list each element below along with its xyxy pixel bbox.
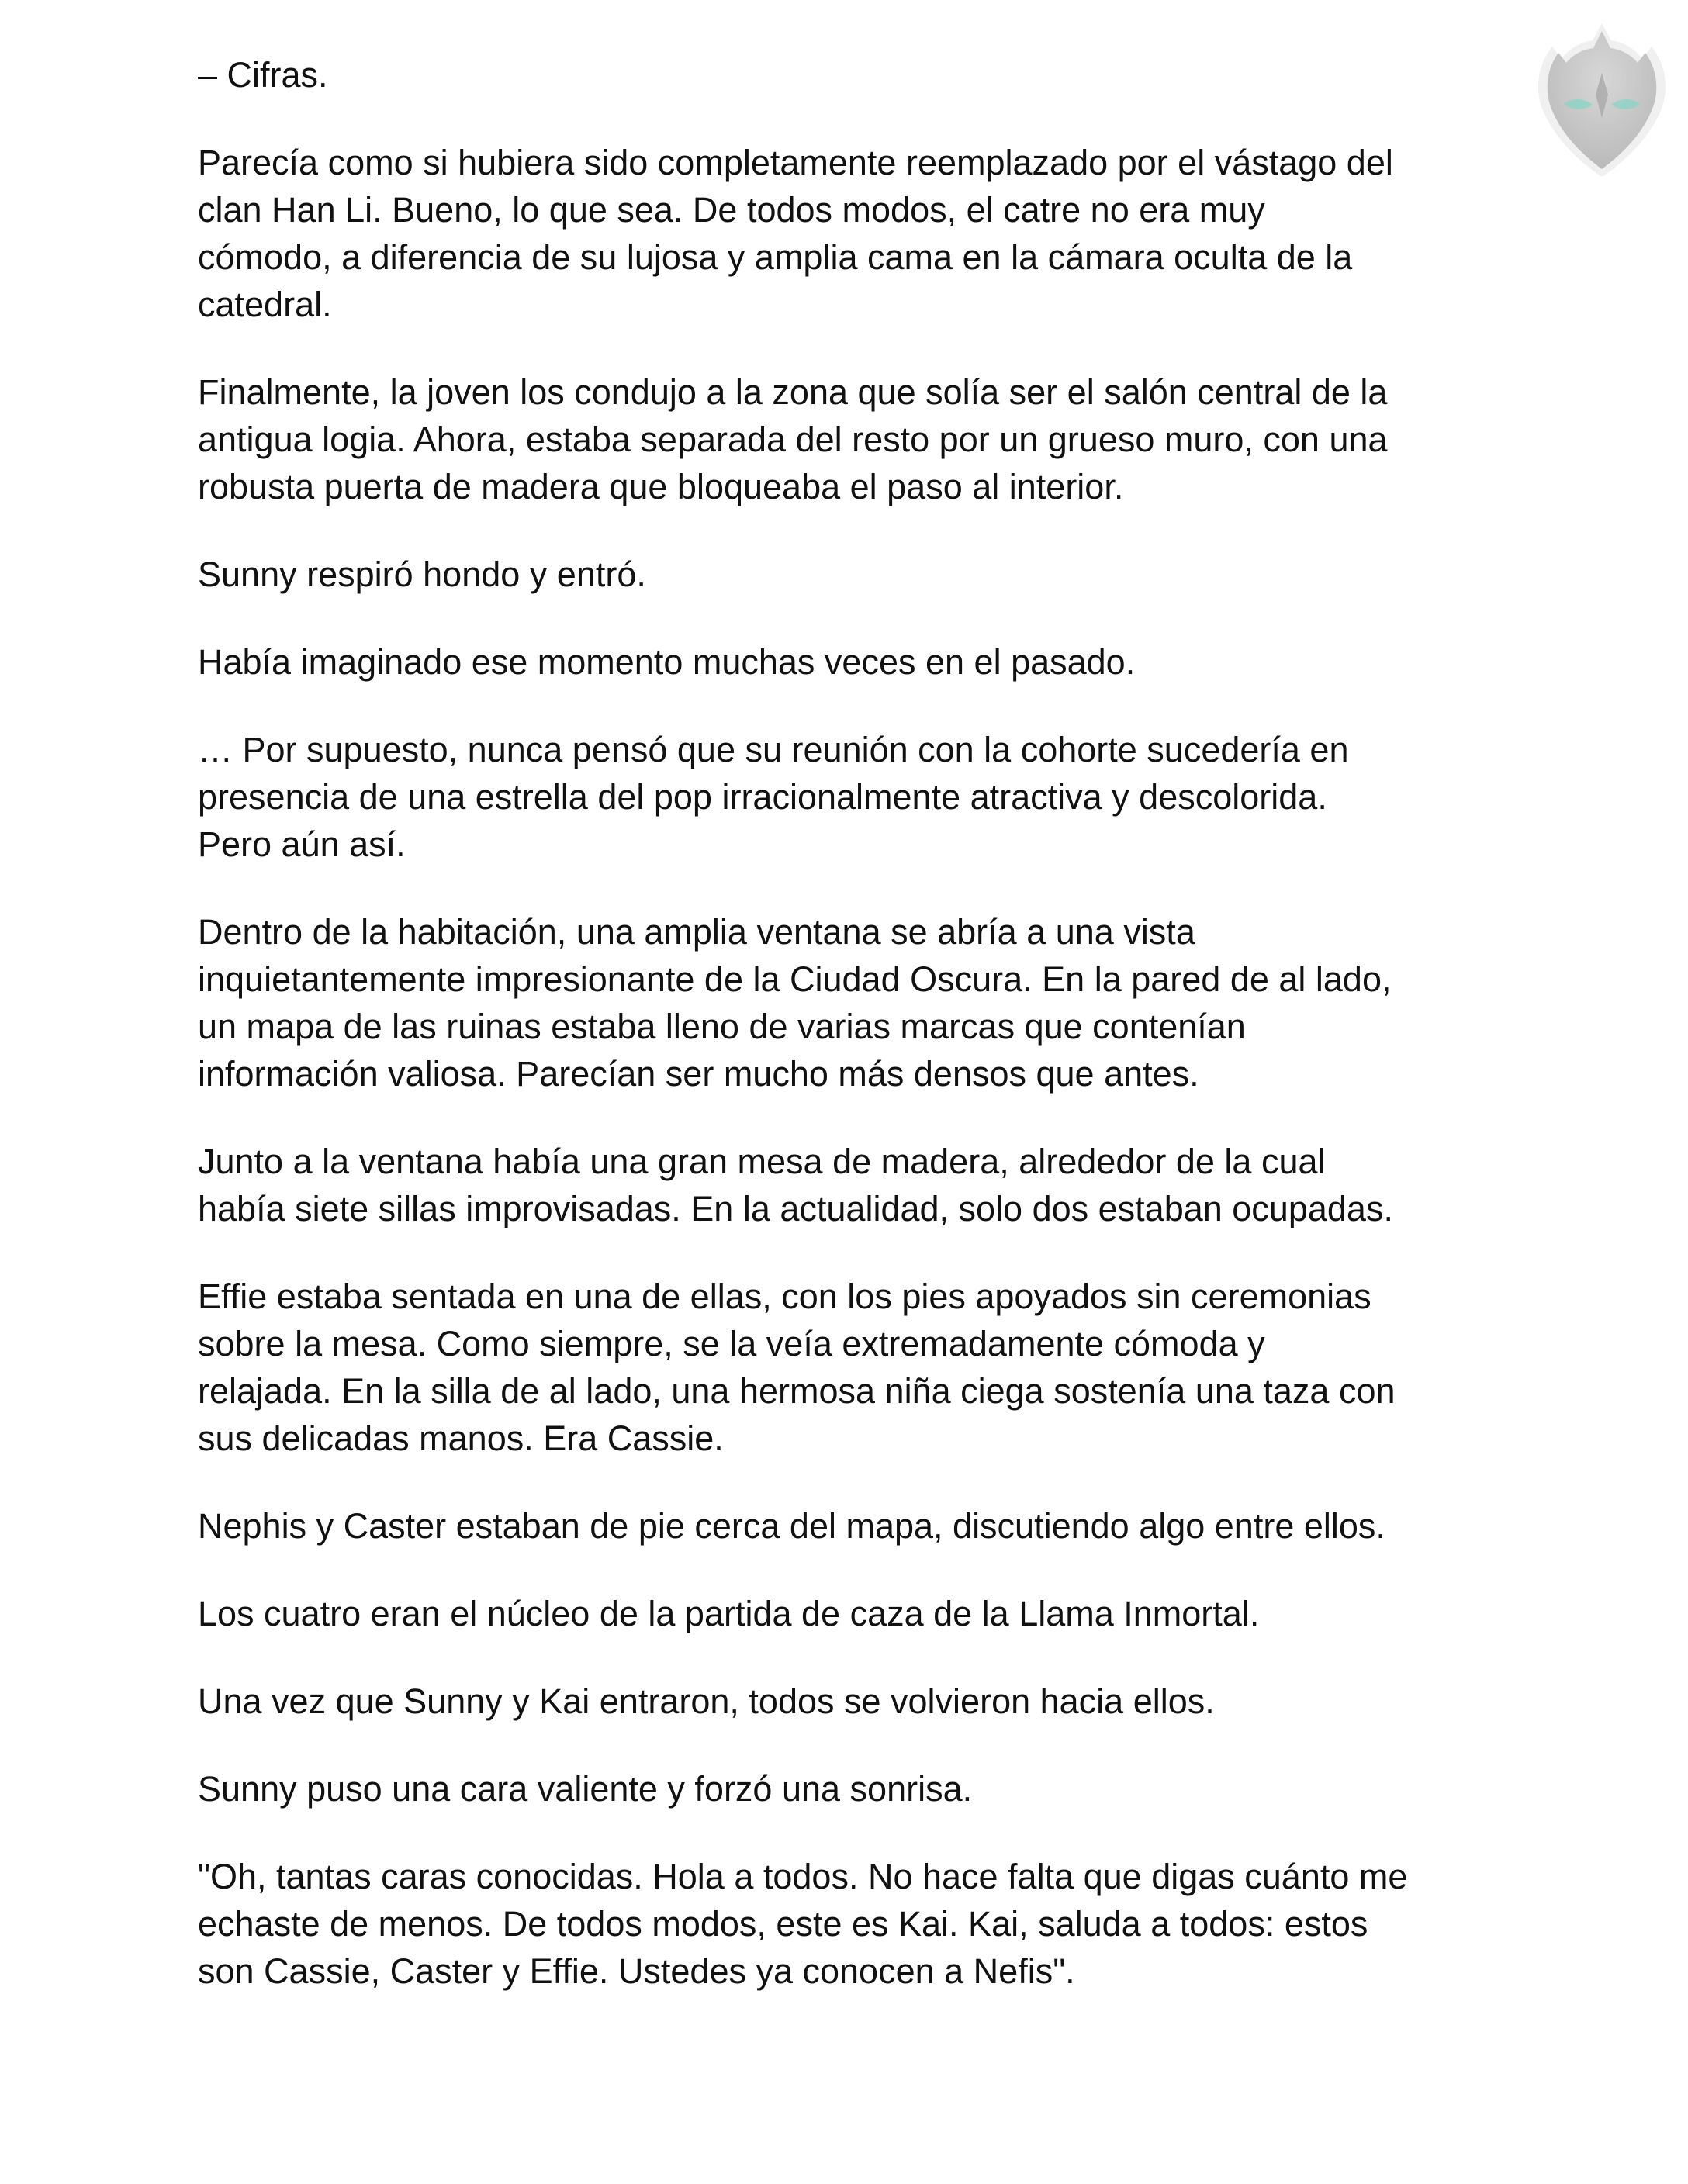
paragraph-9: Effie estaba sentada en una de ellas, con los pies apoyados sin ceremonias sobre la mesa. Como siempre, se la veía extremadamente cómoda y relajada. En la silla de al lado, una hermosa niña ciega sostenía una taza con sus delicadas manos. Era Cassie. — [198, 1277, 1396, 1458]
demon-mask-watermark-icon — [1524, 17, 1679, 188]
paragraph-1: – Cifras. — [198, 55, 328, 95]
paragraph-12: Una vez que Sunny y Kai entraron, todos se volvieron hacia ellos. — [198, 1681, 1215, 1721]
paragraph-4: Sunny respiró hondo y entró. — [198, 555, 646, 594]
paragraph-3: Finalmente, la joven los condujo a la zona que solía ser el salón central de la antigua logia. Ahora, estaba separada del resto por un grueso muro, con una robusta puerta de madera que bloqueaba el paso al interior. — [198, 372, 1388, 506]
paragraph-8: Junto a la ventana había una gran mesa de madera, alrededor de la cual había siete sillas improvisadas. En la actualidad, solo dos estaban ocupadas. — [198, 1142, 1393, 1228]
paragraph-2: Parecía como si hubiera sido completamente reemplazado por el vástago del clan Han Li. Bueno, lo que sea. De todos modos, el catre no era muy cómodo, a diferencia de su lujosa y amplia cama en la cámara oculta de la catedral. — [198, 143, 1393, 324]
paragraph-14: "Oh, tantas caras conocidas. Hola a todos. No hace falta que digas cuánto me echaste de menos. De todos modos, este es Kai. Kai, saluda a todos: estos son Cassie, Caster y Effie. Ustedes ya conocen a Nefis". — [198, 1857, 1408, 1991]
paragraph-6: … Por supuesto, nunca pensó que su reunión con la cohorte sucedería en presencia de una estrella del pop irracionalmente atractiva y descolorida. Pero aún así. — [198, 730, 1349, 864]
paragraph-10: Nephis y Caster estaban de pie cerca del mapa, discutiendo algo entre ellos. — [198, 1506, 1385, 1546]
paragraph-7: Dentro de la habitación, una amplia ventana se abría a una vista inquietantemente impresionante de la Ciudad Oscura. En la pared de al lado, un mapa de las ruinas estaba lleno de varias marcas que contenían información valiosa. Parecían ser mucho más densos que antes. — [198, 912, 1392, 1094]
paragraph-13: Sunny puso una cara valiente y forzó una sonrisa. — [198, 1769, 973, 1809]
paragraph-11: Los cuatro eran el núcleo de la partida de caza de la Llama Inmortal. — [198, 1594, 1260, 1633]
paragraph-5: Había imaginado ese momento muchas veces en el pasado. — [198, 642, 1136, 682]
document-body — [198, 51, 1501, 2035]
